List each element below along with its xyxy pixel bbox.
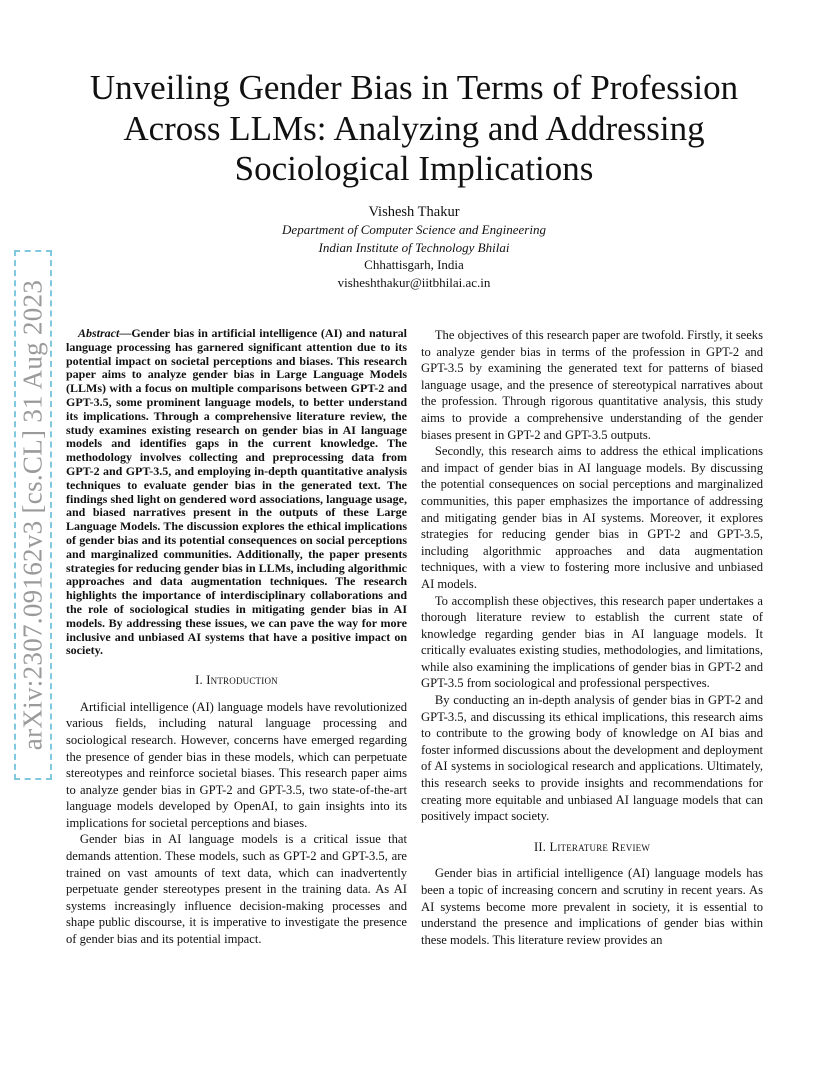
title-line-3: Sociological Implications [234,149,594,188]
left-column [66,327,407,948]
author-location: Chhattisgarh, India [364,257,464,272]
section-number: I. [195,673,207,688]
objectives-paragraph: The objectives of this research paper are twofold. Firstly, it seeks to analyze gender bias in terms of the profession in GPT-2 and GPT-3.5 by examining the generated text for patterns of biased language usage, and the presence of stereotypical narratives about the profession. Through rigorous quantitative analysis, this study aims to provide a comprehensive understanding of the gender biases present in GPT-2 and GPT-3.5 outputs. [421,328,763,442]
accomplish-paragraph: To accomplish these objectives, this research paper undertakes a thorough literature review to establish the current state of knowledge regarding gender bias in AI language models. It critically evaluates existing studies, methodologies, and limitations, while also examining the implications of gender bias in GPT-2 and GPT-3.5 from sociological and professional perspectives. [421,593,763,691]
section-heading-introduction [66,672,407,689]
abstract [66,327,407,658]
intro-paragraph-1: Artificial intelligence (AI) language models have revolutionized various fields, including natural language processing and sociological research. However, concerns have emerged regarding the presence of gender bias in these models, which can perpetuate stereotypes and reinforce societal biases. This research paper aims to analyze gender bias in GPT-2 and GPT-3.5, two state-of-the-art language models developed by OpenAI, to gain insights into its implications for societal perceptions and biases. [66,699,407,830]
secondly-paragraph: Secondly, this research aims to address the ethical implications and impact of gender bias in AI language models. By discussing the potential consequences on social perceptions and marginalized communities, this paper emphasizes the importance of addressing and mitigating gender bias in AI systems. Moreover, it explores strategies for reducing gender bias in GPT-2 and GPT-3.5, including algorithmic approaches and data augmentation techniques, with a view to fostering more inclusive and unbiased AI models. [421,444,763,591]
section-heading-literature-review [421,839,763,856]
intro-paragraph-2: Gender bias in AI language models is a critical issue that demands attention. These models, such as GPT-2 and GPT-3.5, are trained on vast amounts of text data, which can inadvertently perpetuate gender stereotypes present in the training data. As AI systems increasingly influence decision-making processes and shape public discourse, it is imperative to investigate the presence of gender bias and its potential impact. [66,832,407,947]
section-title: Literature Review [549,839,651,854]
paper-title [60,68,768,190]
section-title: Introduction [206,673,278,688]
lit-review-paragraph-1: Gender bias in artificial intelligence (AI) language models has been a topic of increasing concern and scrutiny in recent years. As AI systems become more prevalent in society, it is essential to understand the presence and implications of gender bias within these models. This literature review provides an [421,866,763,947]
title-line-2: Across LLMs: Analyzing and Addressing [123,108,705,148]
author-institute: Indian Institute of Technology Bhilai [318,239,510,255]
abstract-text: —Gender bias in artificial intelligence (AI) and natural language processing has garnered significant attention due to its potential impact on societal perceptions and biases. This research paper aims to analyze gender bias in Large Language Models (LLMs) with a focus on multiple comparisons between GPT-2 and GPT-3.5, some prominent language models, to better understand its implications. Through a comprehensive literature review, the study examines existing research on gender bias in AI language models and identifies gaps in the current knowledge. The methodology involves collecting and preprocessing data from GPT-2 and GPT-3.5, and employing in-depth quantitative analysis techniques to evaluate gender bias in the generated text. The findings shed light on gendered word associations, language usage, and biased narratives present in the outputs of these Large Language Models. The discussion explores the ethical implications of gender bias and its potential consequences on social perceptions and marginalized communities. Additionally, the paper presents strategies for reducing gender bias in LLMs, including algorithmic approaches and data augmentation techniques. The research highlights the importance of interdisciplinary collaborations and the role of sociological studies in mitigating gender bias in AI models. By addressing these issues, we can pave the way for more inclusive and unbiased AI systems that have a positive impact on society. [66,326,408,658]
author-department: Department of Computer Science and Engineering [282,222,546,237]
title-line-1: Unveiling Gender Bias in Terms of Profession [89,68,739,107]
author-block [200,200,628,291]
arxiv-identifier: arXiv:2307.09162v3 [cs.CL] 31 Aug 2023 [17,279,48,751]
author-email[interactable]: visheshthakur@iitbhilai.ac.in [337,274,491,290]
author-name: Vishesh Thakur [368,204,460,220]
conducting-paragraph: By conducting an in-depth analysis of gender bias in GPT-2 and GPT-3.5, and discussing its ethical implications, this research aims to contribute to the growing body of knowledge on AI bias and foster informed discussions about the development and deployment of AI systems in sociological research and applications. Ultimately, this research seeks to provide insights and recommendations for creating more equitable and unbiased AI language models that can positively impact society. [421,693,763,824]
abstract-heading: Abstract [78,326,120,340]
right-column [421,327,763,948]
section-number: II. [533,839,550,854]
